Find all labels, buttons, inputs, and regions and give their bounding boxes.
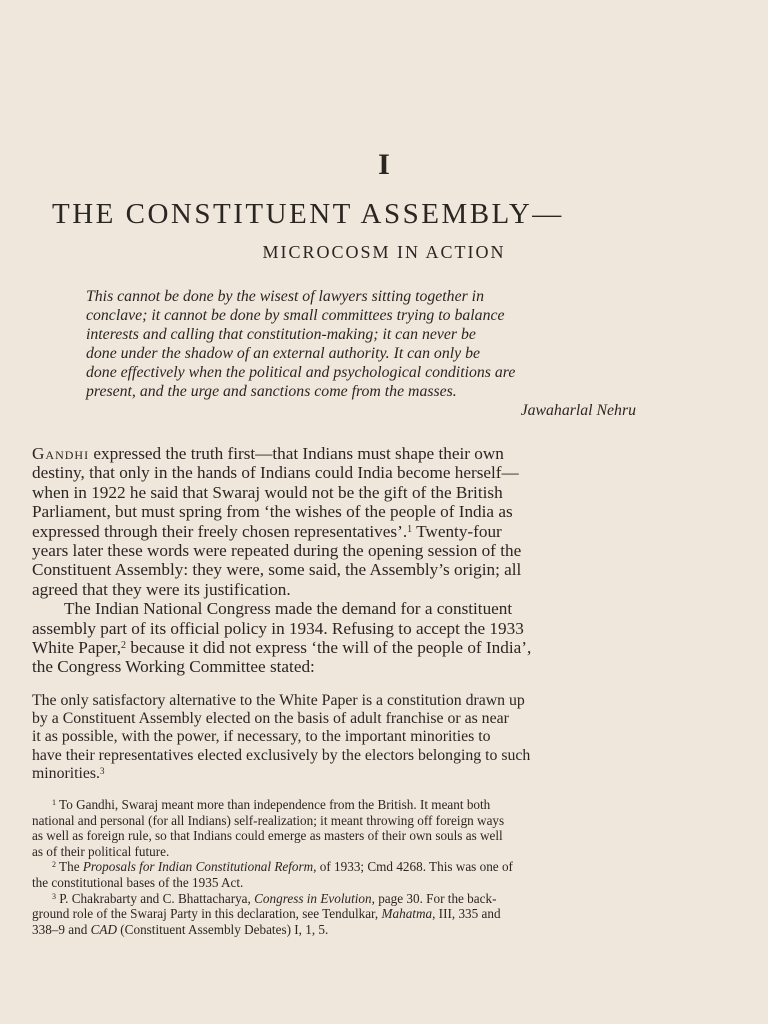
- paragraph-line: [32, 522, 678, 541]
- paragraph-line: [32, 638, 678, 657]
- quote-line: have their representatives elected exclusively by the electors belonging to such: [32, 746, 531, 764]
- footnote-mark: 1: [52, 798, 56, 807]
- footnote-ref-2[interactable]: 2: [121, 640, 127, 652]
- text-run: minorities.: [32, 764, 101, 782]
- footnote-line: [32, 922, 678, 938]
- text-run: Twenty-four: [412, 521, 502, 541]
- text-run-italic: Congress in Evolution: [254, 890, 372, 906]
- text-run: , III, 335 and: [432, 906, 501, 922]
- block-quote: [32, 692, 678, 783]
- footnote-line: [32, 906, 678, 922]
- footnote-3: [32, 891, 678, 907]
- paragraph-line: [32, 444, 678, 463]
- epigraph-line: present, and the urge and sanctions come from the masses.: [86, 383, 457, 400]
- footnote-1: [32, 797, 678, 813]
- text-run-italic: CAD: [90, 921, 117, 937]
- paragraph-line: destiny, that only in the hands of Indians could India become herself—: [32, 463, 519, 483]
- text-run: P. Chakrabarty and C. Bhattacharya,: [56, 890, 255, 906]
- text-run: expressed through their freely chosen representatives’.: [32, 521, 408, 541]
- paragraph-line: assembly part of its official policy in 1934. Refusing to accept the 1933: [32, 618, 524, 638]
- text-run: (Constituent Assembly Debates) I, 1, 5.: [116, 921, 329, 937]
- text-run: 338–9 and: [32, 921, 91, 937]
- epigraph-line: interests and calling that constitution-making; it can never be: [86, 326, 476, 343]
- text-run-italic: Proposals for Indian Constitutional Reform: [82, 859, 314, 875]
- body-text: [32, 444, 678, 677]
- quote-line: by a Constituent Assembly elected on the basis of adult franchise or as near: [32, 710, 509, 728]
- paragraph-line: years later these words were repeated during the opening session of the: [32, 541, 522, 561]
- footnote-ref-3[interactable]: 3: [100, 765, 105, 776]
- paragraph-line: when in 1922 he said that Swaraj would not be the gift of the British: [32, 482, 503, 502]
- epigraph-line: done effectively when the political and psychological conditions are: [86, 364, 516, 381]
- quote-line: The only satisfactory alternative to the White Paper is a constitution drawn up: [32, 692, 525, 709]
- text-run: ground role of the Swaraj Party in this declaration, see Tendulkar,: [32, 906, 382, 922]
- footnote-2: [32, 859, 678, 875]
- chapter-subtitle: MICROCOSM IN ACTION: [262, 242, 506, 262]
- chapter-number: I: [378, 148, 390, 181]
- text-run: The: [56, 859, 83, 875]
- footnote-line: as of their political future.: [32, 843, 170, 859]
- paragraph-line: the Congress Working Committee stated:: [32, 657, 315, 677]
- footnote-mark: 2: [52, 860, 56, 870]
- epigraph-line: done under the shadow of an external authority. It can only be: [86, 345, 480, 362]
- epigraph: [86, 287, 636, 420]
- footnote-mark: 3: [52, 891, 56, 901]
- paragraph-line: Parliament, but must spring from ‘the wishes of the people of India as: [32, 502, 513, 522]
- chapter-title: THE CONSTITUENT ASSEMBLY—: [52, 198, 564, 230]
- opening-word: Gandhi: [32, 444, 90, 463]
- text-run: , of 1933; Cmd 4268. This was one of: [313, 859, 513, 875]
- footnotes: [32, 797, 678, 937]
- footnote-line: the constitutional bases of the 1935 Act.: [32, 874, 244, 890]
- epigraph-line: This cannot be done by the wisest of lawyers sitting together in: [86, 288, 484, 305]
- epigraph-line: conclave; it cannot be done by small committees trying to balance: [86, 307, 505, 324]
- quote-line: [32, 765, 678, 783]
- text-run: expressed the truth first—that Indians must shape their own: [89, 444, 504, 463]
- footnote-line: national and personal (for all Indians) self-realization; it meant throwing off foreign ways: [32, 812, 505, 828]
- text-run: , page 30. For the back-: [371, 890, 497, 906]
- text-run: To Gandhi, Swaraj meant more than independence from the British. It meant both: [56, 797, 491, 812]
- text-run: White Paper,: [32, 638, 122, 658]
- text-run: because it did not express ‘the will of the people of India’,: [126, 638, 532, 658]
- text-run-italic: Mahatma: [381, 906, 433, 922]
- paragraph-line: agreed that they were its justification.: [32, 579, 291, 599]
- paragraph-line: Constituent Assembly: they were, some said, the Assembly’s origin; all: [32, 560, 522, 580]
- footnote-ref-1[interactable]: 1: [407, 523, 413, 535]
- epigraph-author: Jawaharlal Nehru: [520, 402, 636, 419]
- footnote-line: as well as foreign rule, so that Indians could emerge as masters of their own souls as well: [32, 828, 503, 844]
- quote-line: it as possible, with the power, if necessary, to the important minorities to: [32, 728, 491, 746]
- paragraph-line: The Indian National Congress made the demand for a constituent: [64, 599, 513, 619]
